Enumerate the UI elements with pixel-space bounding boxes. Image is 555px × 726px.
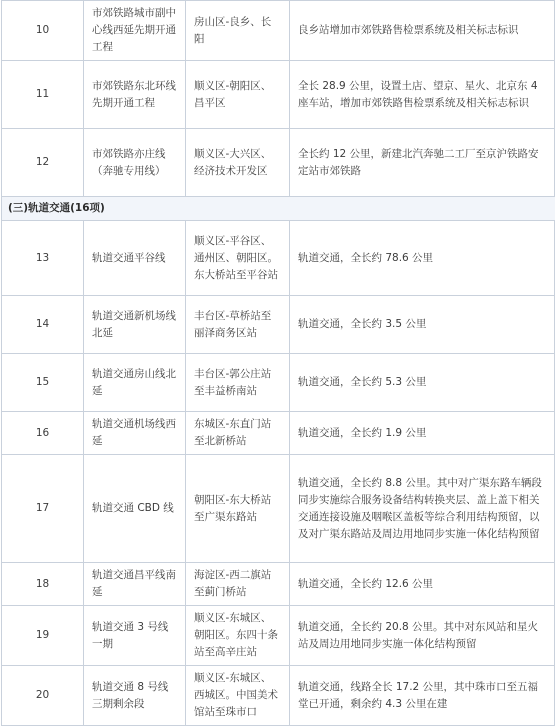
row-number: 11 (2, 61, 84, 129)
section-heading-body (2, 197, 555, 221)
table-body-top (2, 1, 555, 197)
project-content: 轨道交通，全长约 12.6 公里 (290, 563, 555, 606)
project-content: 轨道交通，全长约 78.6 公里 (290, 221, 555, 296)
project-name: 轨道交通房山线北延 (84, 354, 186, 412)
projects-table (1, 0, 555, 726)
project-content: 轨道交通，全长约 3.5 公里 (290, 296, 555, 354)
project-name: 轨道交通 3 号线一期 (84, 606, 186, 666)
table-row (2, 129, 555, 197)
project-content: 轨道交通，线路全长 17.2 公里，其中珠市口至五福堂已开通，剩余约 4.3 公里在建 (290, 666, 555, 726)
table-row (2, 606, 555, 666)
row-number: 19 (2, 606, 84, 666)
section-heading-row (2, 197, 555, 221)
table-row (2, 563, 555, 606)
project-name: 轨道交通 8 号线三期剩余段 (84, 666, 186, 726)
project-name: 轨道交通新机场线北延 (84, 296, 186, 354)
project-name: 市郊铁路东北环线先期开通工程 (84, 61, 186, 129)
project-area: 顺义区-朝阳区、昌平区 (186, 61, 290, 129)
row-number: 16 (2, 412, 84, 455)
table-row (2, 61, 555, 129)
project-area: 丰台区-郭公庄站至丰益桥南站 (186, 354, 290, 412)
project-content: 全长约 12 公里，新建北汽奔驰二工厂至京沪铁路安定站市郊铁路 (290, 129, 555, 197)
row-number: 18 (2, 563, 84, 606)
project-name: 轨道交通平谷线 (84, 221, 186, 296)
project-name: 市郊铁路城市副中心线西延先期开通工程 (84, 1, 186, 61)
project-area: 丰台区-草桥站至丽泽商务区站 (186, 296, 290, 354)
project-area: 东城区-东直门站至北新桥站 (186, 412, 290, 455)
table-row (2, 1, 555, 61)
table-row (2, 354, 555, 412)
table-body-rail (2, 221, 555, 726)
project-name: 轨道交通机场线西延 (84, 412, 186, 455)
project-area: 顺义区-东城区、西城区。中国美术馆站至珠市口 (186, 666, 290, 726)
row-number: 15 (2, 354, 84, 412)
table-row (2, 412, 555, 455)
project-content: 轨道交通，全长约 20.8 公里。其中对东风站和星火站及周边用地同步实施一体化结构预留 (290, 606, 555, 666)
table-row (2, 296, 555, 354)
row-number: 14 (2, 296, 84, 354)
project-content: 轨道交通，全长约 1.9 公里 (290, 412, 555, 455)
project-area: 朝阳区-东大桥站至广渠东路站 (186, 455, 290, 563)
table-row (2, 221, 555, 296)
project-area: 顺义区-东城区、朝阳区。东四十条站至高辛庄站 (186, 606, 290, 666)
section-heading: (三)轨道交通(16项) (2, 197, 555, 221)
table-row (2, 666, 555, 726)
project-name: 轨道交通昌平线南延 (84, 563, 186, 606)
project-area: 海淀区-西二旗站至蓟门桥站 (186, 563, 290, 606)
project-area: 房山区-良乡、长阳 (186, 1, 290, 61)
project-content: 轨道交通，全长约 8.8 公里。其中对广渠东路车辆段同步实施综合服务设备结构转换夹层、盖上盖下相关交通连接设施及咽喉区盖板等综合利用结构预留，以及对广渠东路站及周边用地同步实施一体化结构预留 (290, 455, 555, 563)
row-number: 10 (2, 1, 84, 61)
row-number: 13 (2, 221, 84, 296)
row-number: 20 (2, 666, 84, 726)
project-name: 轨道交通 CBD 线 (84, 455, 186, 563)
table-row (2, 455, 555, 563)
project-content: 轨道交通，全长约 5.3 公里 (290, 354, 555, 412)
project-area: 顺义区-大兴区、经济技术开发区 (186, 129, 290, 197)
project-area: 顺义区-平谷区、通州区、朝阳区。东大桥站至平谷站 (186, 221, 290, 296)
row-number: 12 (2, 129, 84, 197)
project-content: 良乡站增加市郊铁路售检票系统及相关标志标识 (290, 1, 555, 61)
project-name: 市郊铁路亦庄线（奔驰专用线） (84, 129, 186, 197)
row-number: 17 (2, 455, 84, 563)
project-content: 全长 28.9 公里，设置土店、望京、星火、北京东 4 座车站，增加市郊铁路售检票系统及相关标志标识 (290, 61, 555, 129)
